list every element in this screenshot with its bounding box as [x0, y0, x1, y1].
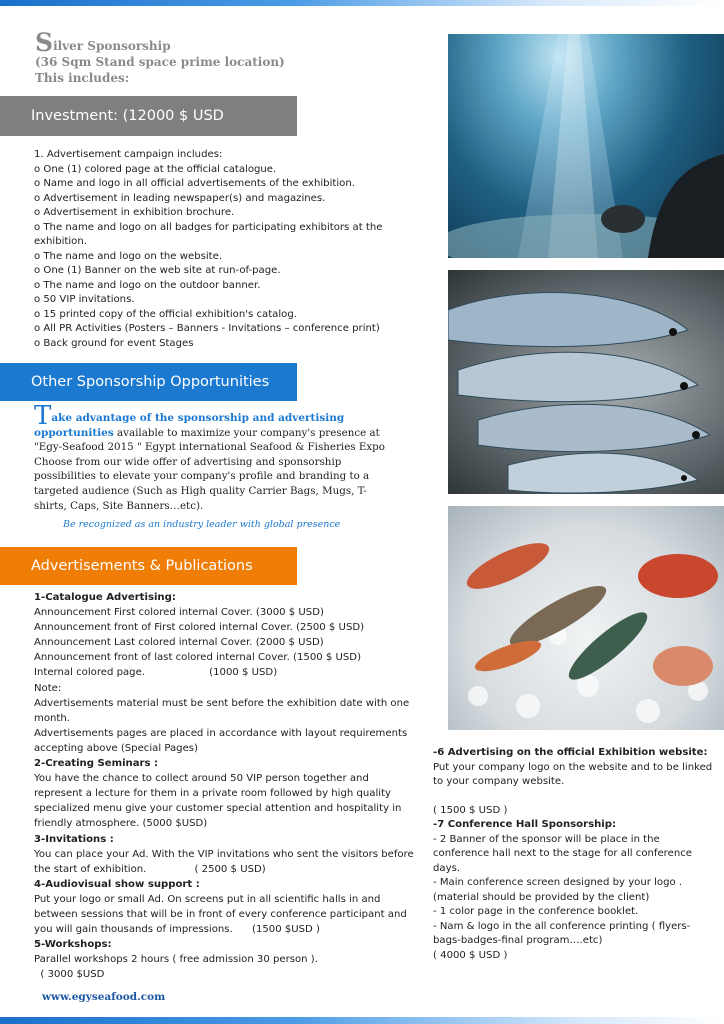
catalogue-line: Note: [34, 682, 62, 694]
includes-item: o 15 printed copy of the official exhibition's catalog. [34, 308, 297, 320]
catalogue-line: Announcement front of last colored internal Cover. (1500 $ USD) [34, 652, 362, 664]
website-ad-text: Put your company logo on the website and to be linked to your company website. [433, 761, 713, 787]
catalogue-line: Announcement Last colored internal Cover. (2000 $ USD) [34, 637, 324, 649]
includes-item: o One (1) Banner on the web site at run-of-page. [34, 265, 281, 276]
slogan: Be recognized as an industry leader with global presence [63, 519, 341, 530]
seminars-heading: 2-Creating Seminars : [34, 758, 159, 770]
catalogue-line: Internal colored page. (1000 $ USD) [34, 667, 278, 679]
includes-item: o One (1) colored page at the official catalogue. [34, 163, 277, 175]
silver-sponsorship-heading [35, 28, 395, 86]
catalogue-line: Advertisements material must be sent before the exhibition date with one month. [34, 697, 410, 724]
other-dropcap: T [34, 401, 52, 431]
includes-item: o 50 VIP invitations. [34, 294, 135, 305]
website-ad-price: ( 1500 $ USD ) [433, 804, 508, 816]
hall-line: - 2 Banner of the sponsor will be place in the conference hall next to the stage for all conference days. [433, 833, 692, 874]
includes-item: o Name and logo in all official advertisements of the exhibition. [34, 178, 355, 189]
hall-line: - Nam & logo in the all conference printing ( flyers-bags-badges-final program….etc) [433, 920, 691, 946]
underwater-illustration [448, 34, 724, 258]
workshops-heading: 5-Workshops: [34, 939, 112, 951]
other-opportunities-text [34, 401, 389, 513]
workshops-line: Parallel workshops 2 hours ( free admission 30 person ). [34, 954, 318, 966]
seafood-illustration [448, 506, 724, 730]
hall-line: - 1 color page in the conference booklet. [433, 906, 639, 917]
other-lead: ake advantage of the sponsorship and advertising opportunities [34, 412, 345, 439]
silver-includes-label: This includes: [35, 71, 130, 85]
includes-item: o The name and logo on the outdoor banner. [34, 279, 261, 291]
includes-item: o Advertisement in leading newspaper(s) and magazines. [34, 192, 326, 204]
includes-item: o Advertisement in exhibition brochure. [34, 207, 235, 218]
hall-sponsorship-heading: -7 Conference Hall Sponsorship: [433, 819, 616, 830]
other-body: available to maximize your company's presence at "Egy-Seafood 2015 " Egypt international Seafood & Fisheries Expo Choose from our wide offer of advertising and sponsorship possibilities to elevate your company's profile and branding to a targeted audience (Such as High quality Carrier Bags, Mugs, T-shirts, Caps, Site Banners…etc). [34, 426, 385, 512]
right-column-offers [433, 746, 713, 963]
mackerel-fish-photo [448, 270, 724, 494]
top-decorative-bar [0, 0, 724, 6]
invitations-text: You can place your Ad. With the VIP invitations who sent the visitors before the start of exhibition. ( 2500 $ USD) [34, 848, 417, 875]
includes-item: o All PR Activities (Posters – Banners - Invitations – conference print) [34, 323, 380, 334]
website-ad-heading: -6 Advertising on the official Exhibition website: [433, 747, 708, 758]
includes-list [34, 148, 394, 351]
catalogue-line: Announcement First colored internal Cover. (3000 $ USD) [34, 607, 324, 619]
includes-item: o The name and logo on all badges for participating exhibitors at the exhibition. [34, 221, 383, 247]
silver-title: ilver Sponsorship [53, 39, 171, 53]
catalogue-line: Advertisements pages are placed in accordance with layout requirements accepting above (Special Pages) [34, 727, 408, 754]
seminars-text: You have the chance to collect around 50 VIP person together and represent a lecture for them in a private room followed by high quality specialized menu give your customer special attention and hospitality in friendly atmosphere. (5000 $USD) [34, 773, 402, 830]
includes-item: o The name and logo on the website. [34, 250, 223, 262]
invitations-heading: 3-Invitations : [34, 833, 114, 845]
website-link[interactable]: www.egyseafood.com [42, 991, 166, 1003]
audiovisual-text: Put your logo or small Ad. On screens put in all scientific halls in and between sessions that will be in front of every conference participant and you will gain thousands of impressions. (1500 $USD ) [34, 893, 411, 936]
includes-item: 1. Advertisement campaign includes: [34, 149, 223, 160]
workshops-line: ( 3000 $USD [34, 969, 105, 981]
seafood-on-ice-photo [448, 506, 724, 730]
underwater-photo [448, 34, 724, 258]
catalogue-line: Announcement front of First colored internal Cover. (2500 $ USD) [34, 622, 365, 634]
other-opportunities-band: Other Sponsorship Opportunities [0, 363, 297, 401]
hall-line: - Main conference screen designed by your logo .(material should be provided by the client) [433, 877, 683, 903]
fish-illustration [448, 270, 724, 494]
investment-band: Investment: (12000 $ USD [0, 96, 297, 136]
silver-subtitle: (36 Sqm Stand space prime location) [35, 55, 285, 69]
audiovisual-heading: 4-Audiovisual show support : [34, 878, 200, 890]
includes-item: o Back ground for event Stages [34, 337, 194, 349]
ads-publications-band: Advertisements & Publications [0, 547, 297, 585]
bottom-decorative-bar [0, 1017, 724, 1024]
ads-section [34, 590, 419, 982]
silver-dropcap: S [35, 28, 54, 57]
hall-line: ( 4000 $ USD ) [433, 949, 508, 961]
catalogue-heading: 1-Catalogue Advertising: [34, 592, 176, 603]
